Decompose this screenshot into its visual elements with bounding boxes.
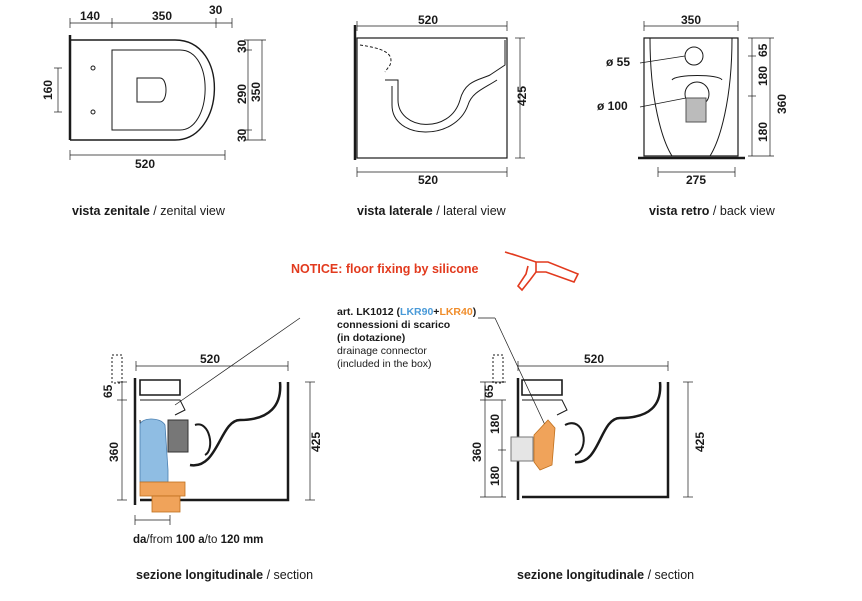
note-paren-open: ( (396, 306, 401, 318)
dist-da: da (133, 534, 147, 546)
note-plus: + (433, 306, 440, 318)
dim-secl-65: 65 (101, 384, 115, 398)
caption-lateral-rest: / lateral view (432, 204, 506, 218)
dim-lat-520bot: 520 (418, 173, 439, 187)
dim-zen-290: 290 (235, 83, 249, 104)
dim-secr-425: 425 (693, 431, 707, 452)
dim-secr-520: 520 (584, 352, 605, 366)
dim-secr-65: 65 (482, 384, 496, 398)
caption-secr-bold: sezione longitudinale (517, 568, 645, 582)
connector-orange-left (140, 482, 185, 512)
dim-back-275: 275 (686, 173, 707, 187)
dim-lat-425: 425 (515, 85, 529, 106)
dim-back-180a: 180 (756, 65, 770, 86)
connector-orange-right (534, 420, 555, 470)
section-right-drawing (478, 318, 693, 500)
caption-secl-rest: / section (263, 568, 314, 582)
caption-zenital (72, 204, 225, 218)
dim-zen-r30b: 30 (235, 128, 249, 142)
caption-section-left (136, 568, 313, 582)
dim-zen-520: 520 (135, 157, 156, 171)
dim-secl-360: 360 (107, 441, 121, 462)
note-line4: drainage connector (337, 345, 427, 357)
dim-zen-160: 160 (41, 79, 55, 100)
note-line3: (in dotazione) (337, 332, 406, 344)
caption-section-right (517, 568, 694, 582)
note-paren-close: ) (472, 306, 477, 318)
lateral-view-drawing (355, 21, 525, 177)
dist-a: a (195, 534, 205, 546)
dim-secr-360: 360 (470, 441, 484, 462)
note-art: art. LK1012 (337, 306, 397, 318)
dim-zen-30: 30 (209, 3, 223, 17)
caption-back (649, 204, 775, 218)
distance-label (133, 534, 263, 546)
dim-zen-350v: 350 (249, 81, 263, 102)
dim-secl-425: 425 (309, 431, 323, 452)
caption-secl-bold: sezione longitudinale (136, 568, 264, 582)
dim-secr-180b: 180 (488, 465, 502, 486)
dim-back-d55: ø 55 (606, 55, 631, 69)
caption-secr-rest: / section (644, 568, 695, 582)
dim-back-180b: 180 (756, 121, 770, 142)
caption-zenital-bold: vista zenitale (72, 204, 150, 218)
note-orange-code: LKR40 (439, 306, 473, 318)
dim-secr-180a: 180 (488, 413, 502, 434)
dist-v1: 100 (175, 534, 195, 546)
caption-lateral-bold: vista laterale (357, 204, 433, 218)
dist-v2: 120 mm (220, 534, 264, 546)
dim-back-65: 65 (756, 43, 770, 57)
back-view-drawing (638, 21, 774, 177)
caption-lateral (357, 204, 506, 218)
note-blue-code: LKR90 (400, 306, 434, 318)
caption-back-bold: vista retro (649, 204, 710, 218)
dim-zen-r30a: 30 (235, 39, 249, 53)
connector-note (337, 306, 476, 371)
dim-back-360: 360 (775, 93, 789, 114)
note-line2: connessioni di scarico (337, 319, 451, 331)
dim-zen-140: 140 (80, 9, 101, 23)
dist-from: /from (146, 534, 176, 546)
dim-lat-520top: 520 (418, 13, 439, 27)
notice-text: NOTICE: floor fixing by silicone (291, 262, 479, 276)
dim-back-350: 350 (681, 13, 702, 27)
dim-back-d100: ø 100 (597, 99, 628, 113)
connector-blue-left (140, 419, 168, 482)
dim-zen-350: 350 (152, 9, 173, 23)
caption-back-rest: / back view (709, 204, 775, 218)
dimension-labels (41, 3, 789, 486)
caption-zenital-rest: / zenital view (149, 204, 225, 218)
dim-secl-520: 520 (200, 352, 221, 366)
dist-to: /to (204, 534, 221, 546)
note-line5: (included in the box) (337, 358, 432, 370)
silicone-gun-icon (505, 252, 578, 290)
